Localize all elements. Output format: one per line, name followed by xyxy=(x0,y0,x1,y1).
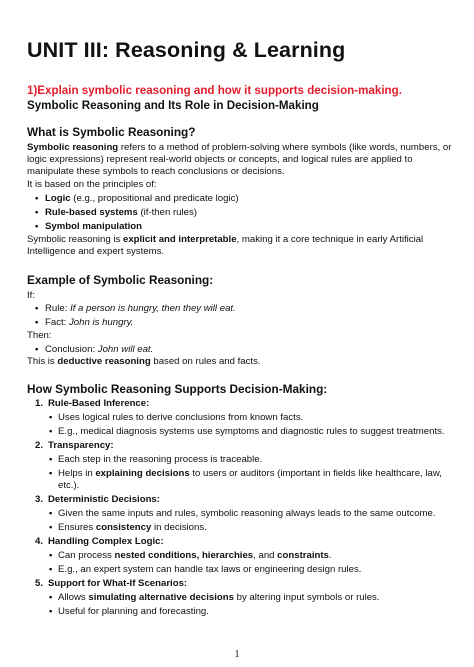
example-heading: Example of Symbolic Reasoning: xyxy=(27,273,214,287)
what-paragraph-line-3: manipulate these symbols to reach conclusions or decisions. xyxy=(27,166,285,177)
list-item: • Useful for planning and forecasting. xyxy=(49,606,209,617)
numbered-item-title: 2. Transparency: xyxy=(35,440,114,451)
numbered-item-title: 1. Rule-Based Inference: xyxy=(35,398,150,409)
list-item: • Symbol manipulation xyxy=(35,221,143,232)
how-heading: How Symbolic Reasoning Supports Decision-Making: xyxy=(27,382,328,396)
list-item: • E.g., an expert system can handle tax laws or engineering design rules. xyxy=(49,564,362,575)
list-item: • Fact: John is hungry. xyxy=(35,317,134,328)
deductive-note: This is deductive reasoning based on rules and facts. xyxy=(27,356,261,367)
numbered-item-title: 5. Support for What-If Scenarios: xyxy=(35,578,188,589)
what-paragraph-line-2: logic expressions) represent real-world objects or concepts, and logical rules are applied to xyxy=(27,154,413,165)
section-subtitle: Symbolic Reasoning and Its Role in Decision-Making xyxy=(27,99,319,112)
what-summary-line-2: Intelligence and expert systems. xyxy=(27,246,165,257)
list-item: • Ensures consistency in decisions. xyxy=(49,522,207,533)
what-summary-line-1: Symbolic reasoning is explicit and interpretable, making it a core technique in early Artificial xyxy=(27,234,424,245)
list-item: • Can process nested conditions, hierarchies, and constraints. xyxy=(49,550,332,561)
what-heading: What is Symbolic Reasoning? xyxy=(27,125,196,139)
list-item-continuation: etc.). xyxy=(58,480,80,491)
list-item: • Rule-based systems (if-then rules) xyxy=(35,207,197,218)
question-heading: 1)Explain symbolic reasoning and how it supports decision-making. xyxy=(27,84,402,97)
principles-intro: It is based on the principles of: xyxy=(27,179,157,190)
list-item: • Conclusion: John will eat. xyxy=(35,344,154,355)
list-item: • Rule: If a person is hungry, then they will eat. xyxy=(35,303,236,314)
list-item: • Uses logical rules to derive conclusions from known facts. xyxy=(49,412,304,423)
then-label: Then: xyxy=(27,330,52,341)
numbered-item-title: 4. Handling Complex Logic: xyxy=(35,536,164,547)
list-item: • E.g., medical diagnosis systems use symptoms and diagnostic rules to suggest treatments. xyxy=(49,426,445,437)
list-item: • Given the same inputs and rules, symbolic reasoning always leads to the same outcome. xyxy=(49,508,436,519)
what-paragraph-line-1: Symbolic reasoning refers to a method of problem-solving where symbols (like words, numbers, or xyxy=(27,142,452,153)
list-item: • Logic (e.g., propositional and predicate logic) xyxy=(35,193,239,204)
list-item: • Each step in the reasoning process is traceable. xyxy=(49,454,263,465)
unit-title: UNIT III: Reasoning & Learning xyxy=(27,38,346,62)
list-item: • Helps in explaining decisions to users or auditors (important in fields like healthcare, law, xyxy=(49,468,442,479)
list-item: • Allows simulating alternative decisions by altering input symbols or rules. xyxy=(49,592,380,603)
numbered-item-title: 3. Deterministic Decisions: xyxy=(35,494,160,505)
page-number: 1 xyxy=(234,649,240,660)
if-label: If: xyxy=(27,290,35,301)
